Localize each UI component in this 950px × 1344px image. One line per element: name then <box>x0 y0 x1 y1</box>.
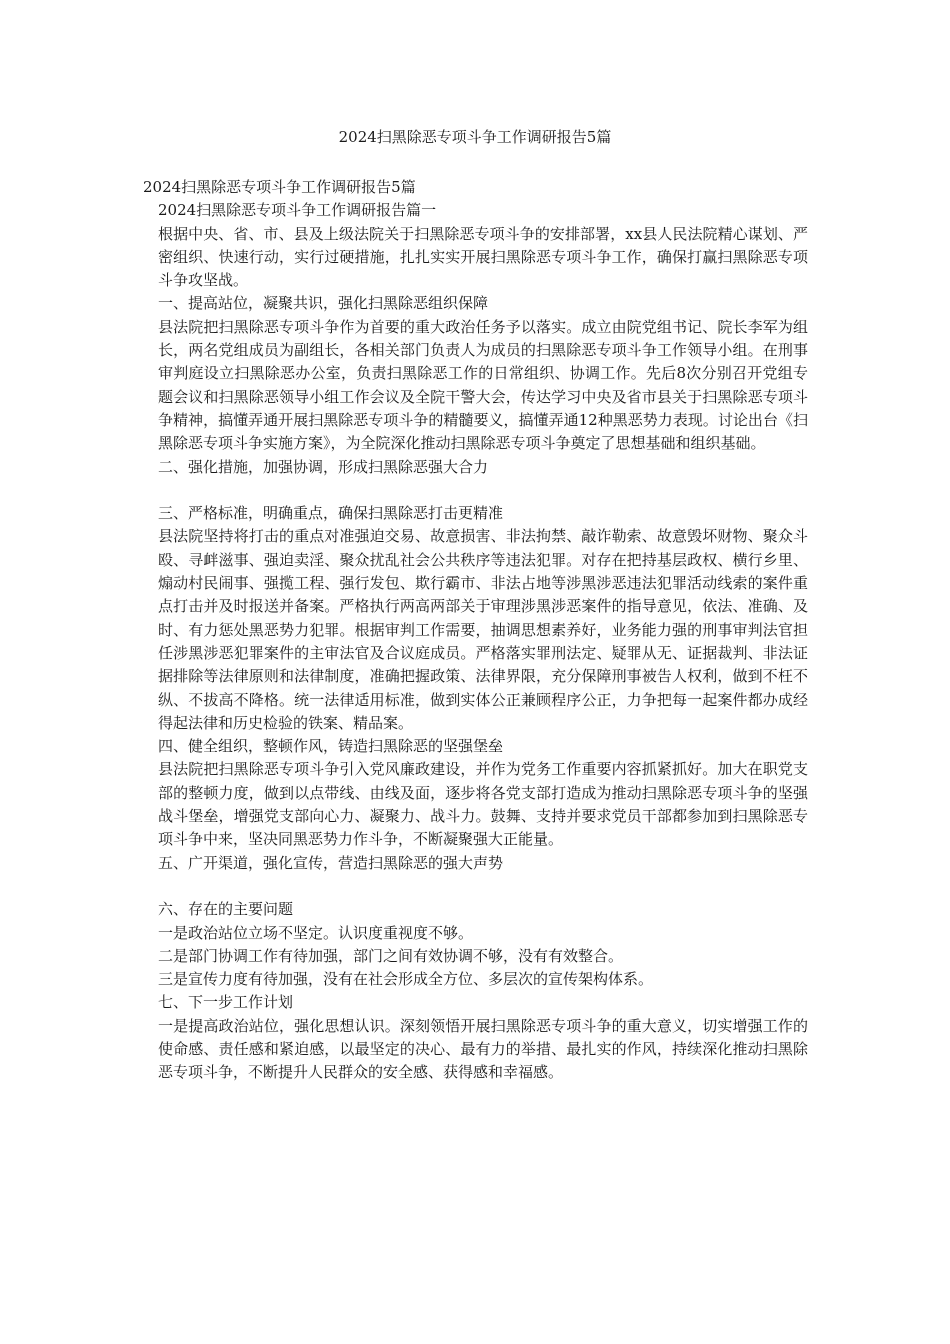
section-heading-4: 四、健全组织，整顿作风，铸造扫黑除恶的坚强堡垒 <box>158 737 504 756</box>
issue-item: 一是政治站位立场不坚定。认识度重视度不够。 <box>158 923 474 942</box>
document-body <box>143 176 808 1085</box>
section-heading-1: 一、提高站位，凝聚共识，强化扫黑除恶组织保障 <box>158 294 489 313</box>
section-paragraph-4: 县法院把扫黑除恶专项斗争引入党风廉政建设，并作为党务工作重要内容抓紧抓好。加大在职党支部的整顿力度，做到以点带线、由线及面，逐步将各党支部打造成为推动扫黑除恶专项斗争的坚强战斗堡垒，增强党支部向心力、凝聚力、战斗力。鼓舞、支持并要求党员干部都参加到扫黑除恶专项斗争中来，坚决同黑恶势力作斗争，不断凝聚强大正能量。 <box>158 760 808 849</box>
document-subtitle: 2024扫黑除恶专项斗争工作调研报告5篇 <box>143 178 416 196</box>
document-title: 2024扫黑除恶专项斗争工作调研报告5篇 <box>338 128 612 146</box>
part-heading: 2024扫黑除恶专项斗争工作调研报告篇一 <box>158 201 437 220</box>
section-heading-2: 二、强化措施，加强协调，形成扫黑除恶强大合力 <box>158 457 489 476</box>
blank-line <box>143 479 808 502</box>
section-heading-6: 六、存在的主要问题 <box>158 900 294 919</box>
blank-line <box>143 875 808 898</box>
intro-paragraph: 根据中央、省、市、县及上级法院关于扫黑除恶专项斗争的安排部署，xx县人民法院精心谋划、严密组织、快速行动，实行过硬措施，扎扎实实开展扫黑除恶专项斗争工作，确保打赢扫黑除恶专项斗争攻坚战。 <box>158 224 808 290</box>
section-heading-7: 七、下一步工作计划 <box>158 993 294 1012</box>
section-paragraph-1: 县法院把扫黑除恶专项斗争作为首要的重大政治任务予以落实。成立由院党组书记、院长李军为组长，两名党组成员为副组长，各相关部门负责人为成员的扫黑除恶专项斗争工作领导小组。在刑事审判庭设立扫黑除恶办公室，负责扫黑除恶工作的日常组织、协调工作。先后8次分别召开党组专题会议和扫黑除恶领导小组工作会议及全院干警大会，传达学习中央及省市县关于扫黑除恶专项斗争精神，搞懂弄通开展扫黑除恶专项斗争的精髓要义，搞懂弄通12种黑恶势力表现。讨论出台《扫黑除恶专项斗争实施方案》，为全院深化推动扫黑除恶专项斗争奠定了思想基础和组织基础。 <box>158 317 808 453</box>
section-heading-3: 三、严格标准，明确重点，确保扫黑除恶打击更精准 <box>158 504 504 523</box>
issue-item: 三是宣传力度有待加强，没有在社会形成全方位、多层次的宣传架构体系。 <box>158 970 654 989</box>
issue-item: 二是部门协调工作有待加强，部门之间有效协调不够，没有有效整合。 <box>158 946 624 965</box>
section-paragraph-3: 县法院坚持将打击的重点对准强迫交易、故意损害、非法拘禁、敲诈勒索、故意毁坏财物、聚众斗殴、寻衅滋事、强迫卖淫、聚众扰乱社会公共秩序等违法犯罪。对存在把持基层政权、横行乡里、煽动村民闹事、强揽工程、强行发包、欺行霸市、非法占地等涉黑涉恶违法犯罪活动线索的案件重点打击并及时报送并备案。严格执行两高两部关于审理涉黑涉恶案件的指导意见，依法、准确、及时、有力惩处黑恶势力犯罪。根据审判工作需要，抽调思想素养好，业务能力强的刑事审判法官担任涉黑涉恶犯罪案件的主审法官及合议庭成员。严格落实罪刑法定、疑罪从无、证据裁判、非法证据排除等法律原则和法律制度，准确把握政策、法律界限，充分保障刑事被告人权利，做到不枉不纵、不拔高不降格。统一法律适用标准，做到实体公正兼顾程序公正，力争把每一起案件都办成经得起法律和历史检验的铁案、精品案。 <box>158 527 808 732</box>
section-heading-5: 五、广开渠道，强化宣传，营造扫黑除恶的强大声势 <box>158 853 504 872</box>
section-paragraph-7: 一是提高政治站位，强化思想认识。深刻领悟开展扫黑除恶专项斗争的重大意义，切实增强工作的使命感、责任感和紧迫感，以最坚定的决心、最有力的举措、最扎实的作风，持续深化推动扫黑除恶专项斗争，不断提升人民群众的安全感、获得感和幸福感。 <box>158 1016 808 1082</box>
